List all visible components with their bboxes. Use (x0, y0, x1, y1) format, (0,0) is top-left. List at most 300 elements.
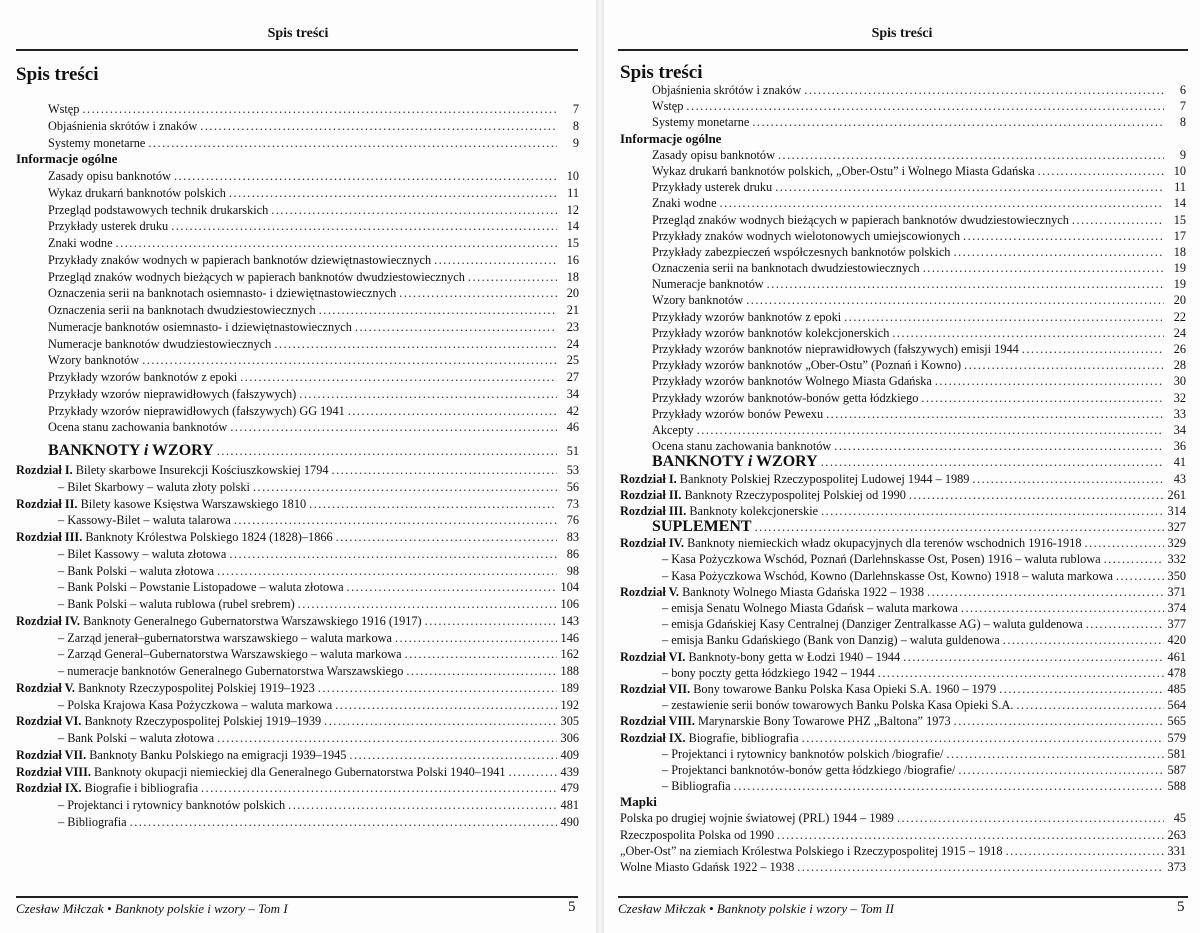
dot-leader (171, 168, 557, 185)
toc-entry-label: Przykłady wzorów nieprawidłowych (fałszywych) (48, 386, 297, 401)
header-rule (618, 49, 1188, 51)
chapter-title: Banknoty-bony getta w Łodzi 1940 – 1944 (688, 649, 901, 664)
page-title: Spis treści (16, 64, 99, 85)
chapter-title: Banknoty kolekcjonerskie (689, 503, 819, 518)
toc-page-number: 8 (1179, 115, 1186, 130)
toc-entry-label: – Bank Polski – waluta rublowa (rubel srebrem) (58, 597, 295, 611)
toc-chapter-entry (620, 713, 1186, 729)
dot-leader (951, 713, 1164, 729)
dot-leader (717, 195, 1164, 211)
toc-entry-label: Przykłady wzorów nieprawidłowych (fałszywych) GG 1941 (48, 403, 345, 418)
toc-page-number: 24 (1173, 325, 1186, 340)
toc-page-number: 10 (1173, 163, 1186, 178)
dot-leader (961, 357, 1164, 373)
toc-entry (620, 260, 1186, 276)
toc-entry (16, 546, 579, 563)
dot-leader (79, 101, 557, 118)
chapter-number: Rozdział VII. (620, 681, 691, 696)
chapter-number: Rozdział I. (620, 471, 677, 486)
dot-leader (403, 663, 557, 680)
dot-leader (731, 778, 1164, 794)
toc-page-number: 98 (566, 563, 579, 578)
chapter-title: Bony towarowe Banku Polska Kasa Opieki S.A. 1960 – 1979 (693, 681, 997, 696)
dot-leader (749, 114, 1164, 130)
footer-book-title: Banknoty polskie i wzory – Tom I (114, 901, 288, 916)
toc-page-number: 7 (1179, 99, 1186, 114)
toc-page-number: 461 (1167, 649, 1186, 664)
chapter-number: Rozdział IX. (620, 730, 686, 745)
toc-page-number: 587 (1167, 762, 1186, 777)
toc-page-number: 22 (1173, 309, 1186, 324)
dot-leader (960, 228, 1164, 244)
toc-entry (620, 632, 1186, 648)
toc-entry (620, 276, 1186, 292)
toc-page-number: 11 (1174, 180, 1186, 195)
dot-leader (315, 680, 557, 697)
toc-entry-label: – zestawienie serii bonów towarowych Banku Polska Kasa Opieki S.A. (662, 698, 1014, 713)
toc-entry (620, 98, 1186, 114)
footer-author: Czesław Miłczak (16, 901, 104, 916)
dot-leader (214, 563, 557, 580)
toc-entry (620, 228, 1186, 244)
toc-page-number: 30 (1173, 374, 1186, 389)
toc-entry-label: – Polska Krajowa Kasa Pożyczkowa – waluta markowa (58, 697, 333, 712)
toc-page-number: 9 (1179, 147, 1186, 162)
toc-entry (16, 563, 579, 580)
dot-leader (352, 319, 557, 336)
toc-chapter-entry (16, 680, 579, 697)
toc-entry (16, 352, 579, 369)
toc-entry (620, 357, 1186, 373)
toc-page-number: 51 (566, 444, 579, 458)
toc-entry-label: Objaśnienia skrótów i znaków (652, 83, 802, 97)
toc-entry-label: Oznaczenia serii na banknotach dwudziestowiecznych (652, 261, 920, 276)
toc-entry (620, 406, 1186, 422)
toc-entry-label (620, 584, 924, 600)
toc-entry (16, 797, 579, 814)
toc-entry-label: – Bank Polski – waluta złotowa (58, 731, 215, 745)
chapter-number: Rozdział III. (620, 503, 687, 518)
toc-entry (16, 101, 579, 118)
dot-leader (1035, 163, 1164, 179)
dot-leader (743, 292, 1164, 308)
toc-entry-label: Przykłady usterek druku (652, 180, 773, 195)
chapter-number: Rozdział I. (16, 463, 73, 477)
dot-leader (889, 325, 1164, 341)
toc-page-number: 23 (566, 319, 579, 334)
dot-leader (801, 82, 1164, 98)
chapter-title: Banknoty Wolnego Miasta Gdańska 1922 – 1938 (682, 584, 925, 599)
toc-page-number: 28 (1173, 358, 1186, 373)
toc-entry-label (16, 680, 315, 697)
dot-leader (231, 512, 557, 529)
toc-page-number: 26 (1173, 342, 1186, 356)
chapter-title: Banknoty Generalnego Gubernatorstwa Warszawskiego 1916 (1917) (83, 613, 422, 628)
toc-entry-label: – Bibliografia (58, 814, 127, 829)
toc-entry (620, 341, 1186, 357)
dot-leader (250, 479, 557, 496)
dot-leader (752, 519, 1164, 535)
toc-entry-label: Ocena stanu zachowania banknotów (652, 439, 832, 454)
toc-entry-label: SUPLEMENT (652, 519, 752, 536)
toc-entry-label: – Zarząd General–Gubernatorstwa Warszawskiego – waluta markowa (58, 647, 402, 662)
dot-leader (955, 762, 1164, 778)
book-gutter (596, 0, 604, 933)
toc-entry (16, 369, 579, 386)
toc-entry-label: – emisja Banku Gdańskiego (Bank von Danzig) – waluta guldenowa (662, 633, 1000, 648)
toc-page-number: 42 (566, 403, 579, 418)
toc-entry-label: Mapki (620, 794, 657, 810)
dot-leader (402, 646, 557, 663)
chapter-number: Rozdział V. (620, 584, 679, 599)
toc-page-number: 146 (560, 630, 579, 645)
dot-leader (465, 269, 557, 286)
toc-section-heading (620, 131, 1186, 147)
toc-chapter-entry (620, 535, 1186, 551)
toc-entry (620, 422, 1186, 438)
dot-leader (139, 352, 557, 369)
dot-leader (145, 135, 557, 152)
dot-leader (924, 584, 1164, 600)
toc-page-number: 25 (566, 353, 579, 368)
toc-entry-label: Przykłady usterek druku (48, 219, 169, 234)
toc-entry (16, 285, 579, 302)
chapter-number: Rozdział VIII. (620, 714, 695, 729)
toc-chapter-entry (16, 613, 579, 630)
toc-page-number: 306 (560, 731, 579, 745)
toc-page-number: 86 (566, 546, 579, 561)
toc-page-number: 327 (1167, 520, 1186, 535)
toc-entry-label: Numeracje banknotów (652, 277, 764, 292)
toc-entry-label: Numeracje banknotów dwudziestowiecznych (48, 336, 272, 351)
toc-entry (16, 336, 579, 353)
toc-page-number: 20 (566, 286, 579, 301)
toc-page-number: 485 (1167, 681, 1186, 696)
toc-entry (620, 390, 1186, 406)
chapter-title: Bilety skarbowe Insurekcji Kościuszkowskiej 1794 (75, 463, 329, 477)
toc-entry-label: Objaśnienia skrótów i znaków (48, 118, 198, 133)
toc-entry-label: Systemy monetarne (652, 115, 750, 130)
dot-leader (329, 462, 557, 479)
toc-entry (620, 325, 1186, 341)
toc-entry-label (620, 649, 900, 665)
dot-leader (969, 471, 1164, 487)
dot-leader (431, 252, 557, 269)
toc-entry-label (620, 713, 951, 729)
toc-chapter-entry (16, 529, 579, 546)
toc-entry (620, 859, 1186, 875)
toc-entry-label: Ocena stanu zachowania banknotów (48, 420, 228, 435)
toc-page-number: 373 (1167, 860, 1186, 874)
toc-chapter-entry (16, 780, 579, 797)
dot-leader (197, 118, 557, 135)
dot-leader (396, 285, 557, 302)
toc-entry-label: Rzeczpospolita Polska od 1990 (620, 827, 775, 842)
toc-entry (620, 179, 1186, 195)
toc-entry-label: „Ober-Ost” na ziemiach Królestwa Polskiego i Rzeczypospolitej 1915 – 1918 (620, 843, 1003, 858)
toc-chapter-entry (16, 764, 579, 781)
toc-page-number: 19 (1173, 261, 1186, 276)
toc-chapter-entry (620, 681, 1186, 697)
chapter-title: Biografie, bibliografia (688, 730, 799, 745)
toc-page-number: 350 (1167, 568, 1186, 583)
footer (618, 901, 894, 917)
toc-entry-label: – Projektanci i rytownicy banknotów polskich (58, 798, 286, 812)
toc-entry (620, 438, 1186, 454)
toc-entry (620, 212, 1186, 228)
dot-leader (950, 244, 1164, 260)
toc-entry (620, 309, 1186, 325)
toc-page-number: 162 (560, 647, 579, 662)
toc-chapter-entry (620, 487, 1186, 503)
dot-leader (920, 260, 1164, 276)
toc-entry-label (620, 503, 818, 519)
toc-page-number: 192 (560, 697, 579, 712)
toc-entry-label: Wolne Miasto Gdańsk 1922 – 1938 (620, 860, 795, 874)
toc-page-number: 32 (1173, 390, 1186, 405)
toc-entry-label: – Projektanci i rytownicy banknotów polskich /biografie/ (662, 746, 944, 761)
toc-entry (16, 218, 579, 235)
toc-page-number: 15 (1173, 212, 1186, 227)
toc-page-number: 46 (566, 420, 579, 435)
toc-page-number: 104 (560, 580, 579, 595)
toc-section-heading (620, 794, 1186, 810)
dot-leader (818, 454, 1164, 470)
dot-leader (775, 147, 1164, 163)
table-of-contents (620, 82, 1186, 875)
toc-page-number: 9 (572, 135, 579, 150)
toc-page-number: 332 (1167, 552, 1186, 567)
toc-page-number: 73 (566, 496, 579, 511)
dot-leader (799, 730, 1164, 746)
toc-entry-label (620, 471, 969, 487)
toc-entry-label (16, 496, 306, 513)
toc-page-number: 588 (1167, 779, 1186, 794)
toc-chapter-entry (16, 496, 579, 513)
toc-entry-label: Przykłady wzorów banknotów z epoki (48, 370, 238, 384)
toc-page-number: 21 (566, 303, 579, 317)
dot-leader (918, 390, 1164, 406)
dot-leader (1069, 212, 1164, 228)
chapter-number: Rozdział VI. (16, 714, 82, 729)
dot-leader (227, 419, 557, 436)
toc-entry-label: Przykłady wzorów bonów Pewexu (652, 406, 824, 421)
toc-entry (16, 697, 579, 714)
toc-entry (620, 762, 1186, 778)
toc-entry-label: – bony poczty getta łódzkiego 1942 – 1944 (662, 665, 875, 680)
toc-page-number: 36 (1173, 439, 1186, 454)
dot-leader (168, 218, 557, 235)
toc-entry (16, 403, 579, 420)
toc-entry-label: – Kasa Pożyczkowa Wschód, Poznań (Darlehnskasse Ost, Posen) 1916 – waluta rublowa (662, 552, 1101, 567)
toc-chapter-entry (620, 471, 1186, 487)
toc-entry (16, 419, 579, 436)
chapter-number: Rozdział VII. (16, 747, 87, 762)
toc-page-number: 14 (1173, 196, 1186, 211)
toc-entry-label: Wzory banknotów (652, 293, 744, 308)
toc-chapter-entry (16, 713, 579, 730)
toc-entry-label (16, 764, 506, 781)
toc-page-number: 20 (1173, 293, 1186, 308)
toc-page-number: 478 (1167, 665, 1186, 680)
dot-leader (1082, 535, 1165, 551)
dot-leader (1113, 568, 1164, 584)
toc-entry-label (620, 487, 906, 503)
footer-author: Czesław Miłczak (618, 901, 706, 916)
footer-rule (16, 896, 578, 898)
toc-entry (16, 596, 579, 613)
dot-leader (900, 649, 1164, 665)
toc-entry (16, 386, 579, 403)
toc-entry (16, 202, 579, 219)
chapter-title: Banknoty Rzeczypospolitej Polskiej od 1990 (684, 487, 906, 502)
dot-leader (271, 336, 557, 353)
toc-entry-label (16, 613, 422, 630)
toc-entry-label: Przykłady wzorów banknotów kolekcjonerskich (652, 325, 890, 340)
chapter-title: Banknoty okupacji niemieckiej dla Generalnego Gubernatorstwa Polski 1940–1941 (94, 764, 506, 779)
dot-leader (1019, 341, 1164, 357)
dot-leader (958, 600, 1164, 616)
dot-leader (226, 546, 557, 563)
dot-leader (774, 827, 1164, 843)
dot-leader (392, 630, 557, 647)
toc-chapter-entry (16, 747, 579, 764)
toc-entry-label: – Projektanci banknotów-bonów getta łódzkiego /biografie/ (662, 762, 956, 777)
toc-page-number: 564 (1167, 698, 1186, 713)
toc-entry-label: – Bilet Skarbowy – waluta złoty polski (58, 479, 250, 494)
dot-leader (296, 386, 557, 403)
toc-entry (620, 843, 1186, 859)
toc-page-number: 18 (1173, 244, 1186, 259)
dot-leader (683, 98, 1164, 114)
toc-entry (620, 519, 1186, 535)
toc-entry (16, 512, 579, 529)
dot-leader (818, 503, 1164, 519)
toc-entry (620, 746, 1186, 762)
toc-entry-label: Przegląd znaków wodnych bieżących w papierach banknotów dwudziestowiecznych (652, 212, 1069, 227)
toc-entry (16, 730, 579, 747)
toc-entry-label: – Bilet Kassowy – waluta złotowa (58, 546, 227, 561)
toc-entry-label: Przykłady wzorów banknotów-bonów getta łódzkiego (652, 390, 919, 405)
dot-leader (345, 403, 557, 420)
chapter-title: Biografie i bibliografia (84, 781, 199, 796)
dot-leader (1101, 551, 1164, 567)
toc-entry-label: Przykłady znaków wodnych wielotonowych umiejscowionych (652, 228, 961, 243)
toc-page-number: 7 (572, 102, 579, 116)
toc-page-number: 56 (566, 479, 579, 494)
toc-entry-label: Polska po drugiej wojnie światowej (PRL) 1944 – 1989 (620, 811, 894, 826)
toc-entry-label: Znaki wodne (652, 196, 717, 211)
toc-entry-label: Wykaz drukarń banknotów polskich (48, 185, 226, 200)
toc-entry (620, 827, 1186, 843)
toc-entry-label: BANKNOTY i WZORY (48, 442, 214, 459)
toc-page-number: 579 (1167, 730, 1186, 745)
toc-page-number: 83 (566, 530, 579, 544)
toc-entry (620, 568, 1186, 584)
page-title: Spis treści (620, 62, 703, 83)
toc-entry-label: – Kassowy-Bilet – waluta talarowa (58, 513, 231, 528)
dot-leader (237, 369, 557, 386)
toc-entry-label: Przykłady wzorów banknotów z epoki (652, 309, 842, 324)
toc-entry (16, 630, 579, 647)
toc-page-number: 490 (560, 814, 579, 829)
dot-leader (1083, 616, 1164, 632)
toc-entry (16, 269, 579, 286)
toc-entry-label (16, 529, 333, 546)
toc-page-number: 43 (1173, 471, 1186, 486)
footer (16, 901, 288, 917)
chapter-number: Rozdział III. (16, 530, 83, 544)
footer-bullet: • (709, 901, 714, 916)
toc-page-number: 18 (566, 269, 579, 284)
running-head: Spis treści (871, 26, 933, 41)
toc-page-number: 27 (566, 370, 579, 384)
toc-page-number: 371 (1167, 584, 1186, 599)
toc-entry-label (620, 535, 1082, 551)
toc-entry-label (16, 462, 329, 479)
toc-entry-label (16, 780, 198, 797)
dot-leader (932, 373, 1164, 389)
chapter-title: Banknoty Królestwa Polskiego 1824 (1828)–1866 (85, 530, 333, 544)
dot-leader (306, 496, 557, 513)
toc-entry-label: – emisja Senatu Wolnego Miasta Gdańsk – waluta markowa (662, 601, 958, 615)
toc-entry (620, 292, 1186, 308)
dot-leader (422, 613, 557, 630)
toc-page-number: 143 (560, 613, 579, 628)
toc-page-number: 377 (1167, 617, 1186, 632)
toc-entry (620, 114, 1186, 130)
toc-entry (620, 665, 1186, 681)
dot-leader (285, 797, 557, 814)
toc-entry-label: Przykłady wzorów banknotów „Ober-Ostu” (Poznań i Kowno) (652, 358, 962, 373)
toc-chapter-entry (620, 730, 1186, 746)
dot-leader (127, 814, 557, 831)
toc-entry-label: Oznaczenia serii na banknotach dwudziestowiecznych (48, 303, 316, 317)
chapter-number: Rozdział V. (16, 680, 75, 695)
toc-page-number: 34 (566, 386, 579, 401)
dot-leader (316, 302, 557, 319)
chapter-number: Rozdział II. (16, 496, 78, 511)
toc-page-number: 53 (566, 463, 579, 477)
toc-section-heading (16, 151, 579, 168)
toc-entry (16, 118, 579, 135)
toc-entry (16, 479, 579, 496)
toc-entry-label: Wstęp (48, 102, 80, 116)
toc-entry (620, 697, 1186, 713)
dot-leader (295, 596, 557, 613)
toc-entry-label: Systemy monetarne (48, 135, 146, 150)
chapter-number: Rozdział IV. (620, 536, 684, 551)
footer-rule (618, 896, 1188, 898)
toc-entry (16, 185, 579, 202)
toc-page-number: 76 (566, 513, 579, 528)
toc-entry-label: Przykłady znaków wodnych w papierach banknotów dziewiętnastowiecznych (48, 252, 432, 267)
toc-entry-label: Wstęp (652, 99, 684, 114)
toc-page-number: 33 (1173, 406, 1186, 421)
chapter-title: Marynarskie Bony Towarowe PHZ „Baltona” 1973 (698, 714, 951, 729)
toc-page-number: 581 (1167, 746, 1186, 761)
toc-entry (620, 195, 1186, 211)
toc-entry-label: Przegląd znaków wodnych bieżących w papierach banknotów dwudziestowiecznych (48, 269, 465, 284)
chapter-title: Banknoty Banku Polskiego na emigracji 1939–1945 (89, 747, 347, 762)
toc-entry-label: Wzory banknotów (48, 353, 140, 368)
toc-entry-label: Przykłady wzorów banknotów nieprawidłowych (fałszywych) emisji 1944 (652, 342, 1019, 356)
dot-leader (214, 436, 557, 462)
chapter-number: Rozdział IX. (16, 781, 82, 796)
dot-leader (1000, 632, 1164, 648)
dot-leader (772, 179, 1164, 195)
toc-chapter-entry (620, 503, 1186, 519)
